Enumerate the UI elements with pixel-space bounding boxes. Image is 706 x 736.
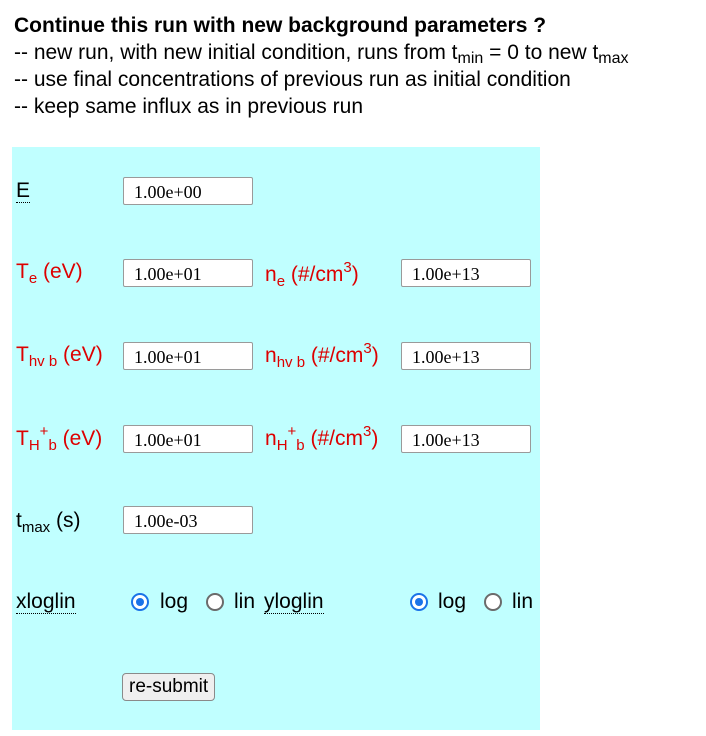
thb-label	[16, 423, 103, 454]
yloglin-lin-radio[interactable]	[484, 593, 502, 611]
tmax-label-sub: max	[21, 519, 51, 536]
nhvb-label-main: n	[265, 344, 277, 367]
te-label-main: T	[16, 260, 29, 283]
intro-line-1-sub-max: max	[598, 50, 629, 67]
resubmit-button[interactable]: re-submit	[122, 673, 215, 701]
thb-label-sub2: b	[48, 437, 57, 454]
tmax-label-main: t	[16, 509, 22, 532]
thvb-label-unit: (eV)	[57, 343, 103, 366]
nhb-label-sub2: b	[296, 437, 305, 454]
nhvb-label-sup: 3	[363, 340, 372, 357]
thb-label-sup: +	[39, 423, 49, 440]
xloglin-lin-option[interactable]: lin	[234, 590, 256, 613]
e-label	[16, 178, 30, 204]
ne-input[interactable]	[401, 259, 531, 287]
nhb-label-sup3: 3	[362, 423, 372, 440]
tmax-label	[16, 508, 81, 534]
nhvb-label	[265, 340, 379, 371]
ne-label-main: n	[265, 263, 277, 286]
ne-label-close: )	[351, 263, 359, 286]
intro-text	[14, 12, 629, 120]
nhb-label-close: )	[371, 427, 379, 450]
tmax-label-unit: (s)	[50, 509, 81, 532]
nhb-label	[265, 423, 379, 454]
ne-label	[265, 259, 359, 290]
ne-label-sub: e	[276, 273, 286, 290]
page-title: Continue this run with new background parameters ?	[14, 14, 547, 37]
yloglin-label	[264, 589, 324, 615]
thb-input[interactable]	[123, 425, 253, 453]
xloglin-log-radio[interactable]	[131, 593, 149, 611]
thb-label-main: T	[16, 427, 29, 450]
thb-label-sub: H	[28, 437, 40, 454]
nhvb-input[interactable]	[401, 342, 531, 370]
thvb-label	[16, 342, 103, 368]
nhvb-label-close: )	[371, 344, 379, 367]
nhvb-label-unit: (#/cm	[305, 344, 364, 367]
nhb-label-sub: H	[276, 437, 288, 454]
intro-line-1	[14, 39, 629, 66]
ne-label-unit: (#/cm	[285, 263, 344, 286]
tmax-input[interactable]	[123, 506, 253, 534]
te-input[interactable]	[123, 259, 253, 287]
ne-label-sup: 3	[343, 259, 352, 276]
thvb-label-sub: hv b	[28, 353, 58, 370]
intro-line-1-mid: = 0 to new t	[483, 41, 599, 64]
intro-line-1-sub-min: min	[457, 50, 484, 67]
nhb-label-sup: +	[287, 423, 297, 440]
xloglin-label	[16, 589, 76, 615]
yloglin-lin-option[interactable]: lin	[512, 590, 534, 613]
nhb-label-unit: (#/cm	[304, 427, 363, 450]
nhb-label-main: n	[265, 427, 277, 450]
xloglin-lin-radio[interactable]	[206, 593, 224, 611]
yloglin-log-option[interactable]: log	[438, 590, 467, 613]
te-label-unit: (eV)	[37, 260, 83, 283]
te-label	[16, 259, 83, 285]
nhb-input[interactable]	[401, 425, 531, 453]
intro-line-2: -- use final concentrations of previous run as initial condition	[14, 68, 571, 91]
yloglin-label-text: yloglin	[264, 590, 324, 613]
e-input[interactable]	[123, 177, 253, 205]
xloglin-log-option[interactable]: log	[160, 590, 189, 613]
e-label-text: E	[16, 179, 31, 202]
nhvb-label-sub: hv b	[276, 354, 306, 371]
xloglin-label-text: xloglin	[16, 590, 76, 613]
yloglin-log-radio[interactable]	[410, 593, 428, 611]
thvb-label-main: T	[16, 343, 29, 366]
thvb-input[interactable]	[123, 342, 253, 370]
intro-line-1-prefix: -- new run, with new initial condition, runs from t	[14, 41, 458, 64]
thb-label-unit: (eV)	[56, 427, 103, 450]
te-label-sub: e	[28, 270, 38, 287]
intro-line-3: -- keep same influx as in previous run	[14, 95, 363, 118]
